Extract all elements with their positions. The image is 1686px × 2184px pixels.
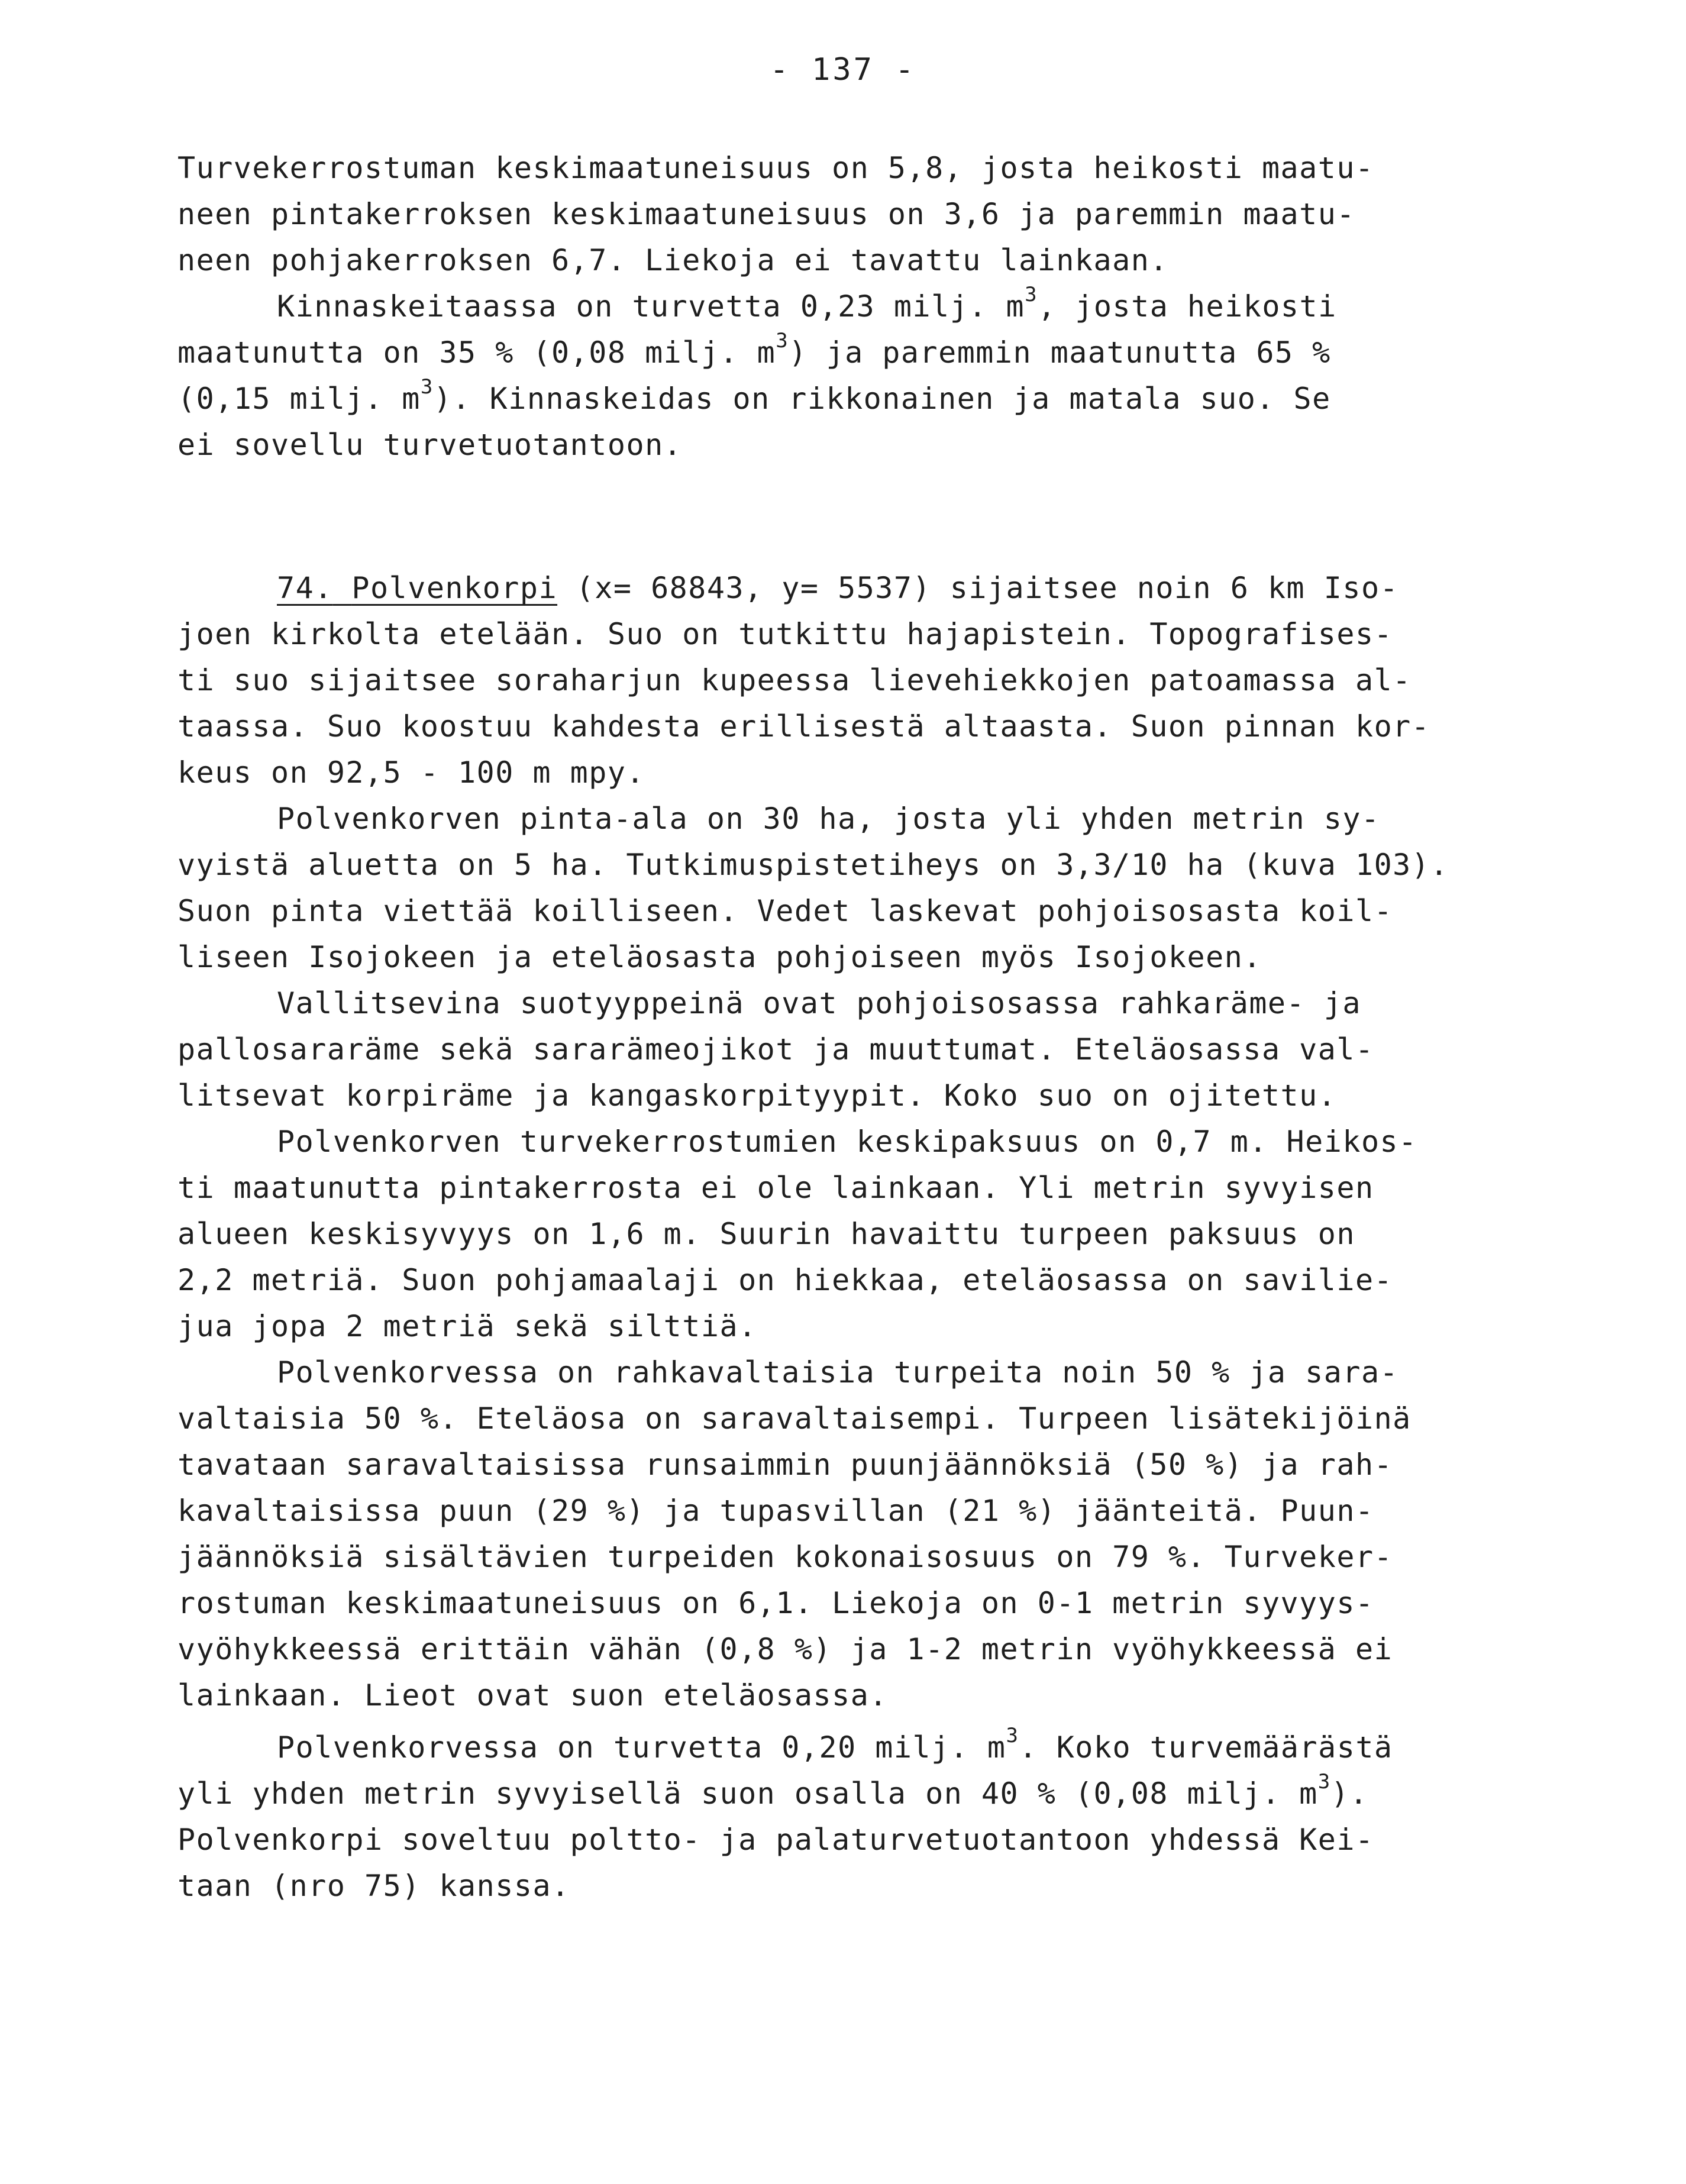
text-line: pallosararäme sekä sararämeojikot ja muuttumat. Eteläosassa val- [177,1032,1374,1067]
text-line: Polvenkorpi soveltuu poltto- ja palaturvetuotantoon yhdessä Kei- [177,1823,1374,1857]
text-line: alueen keskisyvyys on 1,6 m. Suurin havaittu turpeen paksuus on [177,1217,1355,1251]
paragraph-suotyypit [177,980,1538,1119]
page-number: - 137 - [770,52,916,88]
superscript: 3 [420,375,434,399]
text-line [177,283,1538,329]
paragraph-pinta-ala [177,796,1538,980]
text-line: valtaisia 50 %. Eteläosa on saravaltaisempi. Turpeen lisätekijöinä [177,1401,1412,1436]
text-line [177,1771,1538,1817]
text-line: Polvenkorven turvekerrostumien keskipaksuus on 0,7 m. Heikos- [277,1125,1417,1159]
text-run: Kinnaskeitaassa on turvetta 0,23 milj. m [277,289,1025,324]
text-line: 2,2 metriä. Suon pohjamaalaji on hiekkaa, eteläosassa on savilie- [177,1263,1393,1297]
section-heading [277,571,557,605]
text-line: rostuman keskimaatuneisuus on 6,1. Liekoja on 0-1 metrin syvyys- [177,1586,1374,1620]
text-line: keus on 92,5 - 100 m mpy. [177,755,645,790]
text-run: maatunutta on 35 % (0,08 milj. m [177,335,776,370]
text-line: Vallitsevina suotyyppeinä ovat pohjoisosassa rahkaräme- ja [277,986,1361,1020]
paragraph-keskipaksuus [177,1119,1538,1349]
text-run: ) ja paremmin maatunutta 65 % [789,335,1331,370]
text-line: taassa. Suo koostuu kahdesta erillisestä altaasta. Suon pinnan kor- [177,709,1430,744]
section-title: Polvenkorpi [351,571,558,605]
text-run: , josta heikosti [1038,289,1337,324]
text-run: (0,15 milj. m [177,382,421,416]
text-line: tavataan saravaltaisissa runsaimmin puunjäännöksiä (50 %) ja rah- [177,1448,1393,1482]
text-line: liseen Isojokeen ja eteläosasta pohjoiseen myös Isojokeen. [177,940,1262,974]
text-block-top [177,145,1538,468]
paragraph-turvelajit [177,1349,1538,1718]
superscript: 3 [776,329,789,353]
text-line [177,376,1538,422]
text-line: vyöhykkeessä erittäin vähän (0,8 %) ja 1-2 metrin vyöhykkeessä ei [177,1632,1393,1666]
paragraph-turvemaara [177,1718,1538,1909]
text-line: Polvenkorvessa on rahkavaltaisia turpeita noin 50 % ja sara- [277,1355,1399,1390]
text-run: . Koko turvemäärästä [1019,1730,1393,1765]
text-run: (x= 68843, y= 5537) sijaitsee noin 6 km Iso- [557,571,1399,605]
text-line: Polvenkorven pinta-ala on 30 ha, josta yli yhden metrin sy- [277,802,1380,836]
text-line: lainkaan. Lieot ovat suon eteläosassa. [177,1678,888,1713]
text-line: joen kirkolta etelään. Suo on tutkittu hajapistein. Topografises- [177,617,1393,651]
text-line: Turvekerrostuman keskimaatuneisuus on 5,8, josta heikosti maatu- [177,151,1374,185]
text-line: jäännöksiä sisältävien turpeiden kokonaisosuus on 79 %. Turveker- [177,1540,1393,1574]
text-line: kavaltaisissa puun (29 %) ja tupasvillan (21 %) jäänteitä. Puun- [177,1494,1374,1528]
section-74-intro [177,565,1538,796]
text-run: ). Kinnaskeidas on rikkonainen ja matala suo. Se [433,382,1331,416]
text-line: ei sovellu turvetuotantoon. [177,428,683,462]
text-line: litsevat korpiräme ja kangaskorpityypit. Koko suo on ojitettu. [177,1078,1337,1113]
section-number: 74. [277,571,333,605]
text-line: Suon pinta viettää koilliseen. Vedet laskevat pohjoisosasta koil- [177,894,1393,928]
text-line [177,329,1538,376]
text-line: vyistä aluetta on 5 ha. Tutkimuspistetiheys on 3,3/10 ha (kuva 103). [177,848,1449,882]
paragraph-kinnaskeidas [177,283,1538,468]
paragraph-maatuneisuus [177,145,1538,283]
text-line: neen pintakerroksen keskimaatuneisuus on 3,6 ja paremmin maatu- [177,197,1355,231]
text-block-section-74 [177,565,1538,1909]
text-line: taan (nro 75) kanssa. [177,1869,570,1903]
text-line: jua jopa 2 metriä sekä silttiä. [177,1309,757,1343]
text-line: ti suo sijaitsee soraharjun kupeessa lievehiekkojen patoamassa al- [177,663,1412,697]
superscript: 3 [1317,1770,1331,1794]
text-run: yli yhden metrin syvyisellä suon osalla on 40 % (0,08 milj. m [177,1776,1318,1811]
text-line [177,1718,1538,1771]
section-heading-line [177,565,1538,611]
text-line: neen pohjakerroksen 6,7. Liekoja ei tavattu lainkaan. [177,243,1168,277]
text-run: Polvenkorvessa on turvetta 0,20 milj. m [277,1730,1006,1765]
text-run: ). [1330,1776,1368,1811]
superscript: 3 [1006,1724,1019,1748]
text-line: ti maatunutta pintakerrosta ei ole lainkaan. Yli metrin syvyisen [177,1171,1374,1205]
superscript: 3 [1025,283,1038,307]
